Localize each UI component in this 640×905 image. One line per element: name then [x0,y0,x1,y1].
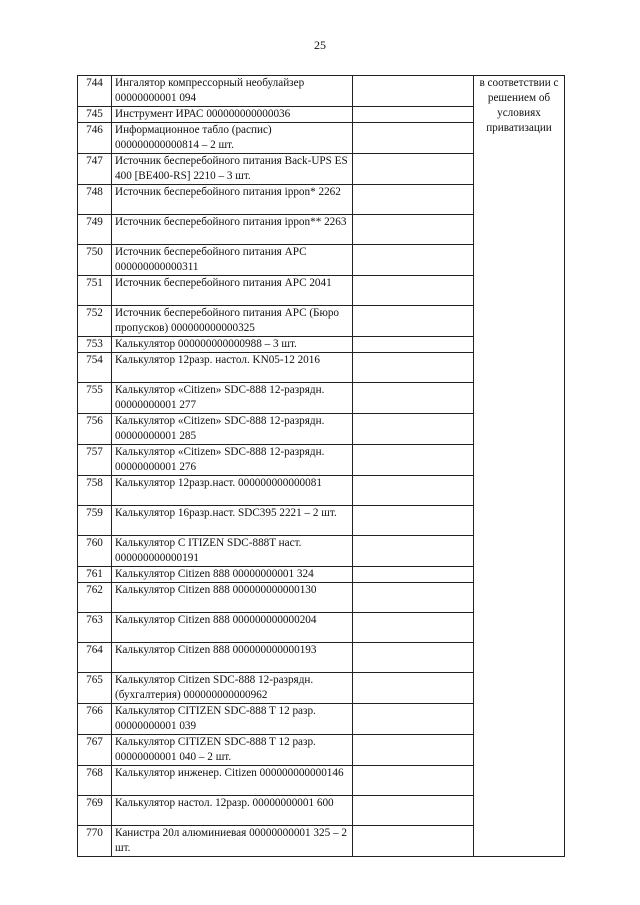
item-name: Калькулятор 12разр.наст. 000000000000081 [112,476,353,506]
item-name: Источник бесперебойного питания ippon** 2263 [112,215,353,245]
item-name: Источник бесперебойного питания Back-UPS ES 400 [BE400-RS] 2210 – 3 шт. [112,154,353,185]
row-number: 766 [78,704,112,735]
empty-cell [353,826,474,857]
empty-cell [353,276,474,306]
item-name: Канистра 20л алюминиевая 00000000001 325 – 2 шт. [112,826,353,857]
row-number: 755 [78,383,112,414]
empty-cell [353,567,474,583]
row-number: 767 [78,735,112,766]
row-number: 756 [78,414,112,445]
empty-cell [353,796,474,826]
item-name: Калькулятор «Citizen» SDC-888 12-разрядн. 00000000001 276 [112,445,353,476]
item-name: Источник бесперебойного питания АРС 000000000000311 [112,245,353,276]
empty-cell [353,337,474,353]
empty-cell [353,123,474,154]
empty-cell [353,245,474,276]
item-name: Калькулятор «Citizen» SDC-888 12-разрядн. 00000000001 277 [112,383,353,414]
empty-cell [353,185,474,215]
empty-cell [353,766,474,796]
empty-cell [353,107,474,123]
empty-cell [353,673,474,704]
empty-cell [353,476,474,506]
empty-cell [353,414,474,445]
item-name: Калькулятор «Citizen» SDC-888 12-разрядн. 00000000001 285 [112,414,353,445]
row-number: 749 [78,215,112,245]
row-number: 754 [78,353,112,383]
item-name: Калькулятор 16разр.наст. SDC395 2221 – 2 шт. [112,506,353,536]
row-number: 765 [78,673,112,704]
empty-cell [353,154,474,185]
item-name: Источник бесперебойного питания АРС 2041 [112,276,353,306]
row-number: 763 [78,613,112,643]
item-name: Источник бесперебойного питания ippon* 2262 [112,185,353,215]
item-name: Калькулятор Citizen 888 000000000000204 [112,613,353,643]
row-number: 759 [78,506,112,536]
row-number: 757 [78,445,112,476]
item-name: Инструмент ИРАС 000000000000036 [112,107,353,123]
item-name: Калькулятор настол. 12разр. 00000000001 600 [112,796,353,826]
item-name: Калькулятор инженер. Citizen 000000000000146 [112,766,353,796]
privatization-note: в соответствии с решением об условиях приватизации [474,76,565,857]
row-number: 752 [78,306,112,337]
item-name: Калькулятор Citizen 888 000000000000193 [112,643,353,673]
inventory-table-body [78,76,565,857]
item-name: Калькулятор C ITIZEN SDC-888T наст. 000000000000191 [112,536,353,567]
row-number: 769 [78,796,112,826]
item-name: Калькулятор Citizen 888 000000000000130 [112,583,353,613]
page-number: 25 [314,38,326,52]
row-number: 764 [78,643,112,673]
row-number: 746 [78,123,112,154]
empty-cell [353,445,474,476]
row-number: 760 [78,536,112,567]
empty-cell [353,306,474,337]
item-name: Калькулятор Citizen 888 00000000001 324 [112,567,353,583]
row-number: 745 [78,107,112,123]
empty-cell [353,215,474,245]
empty-cell [353,76,474,107]
item-name: Ингалятор компрессорный необулайзер 00000000001 094 [112,76,353,107]
empty-cell [353,643,474,673]
item-name: Калькулятор 12разр. настол. KN05-12 2016 [112,353,353,383]
row-number: 744 [78,76,112,107]
item-name: Калькулятор 000000000000988 – 3 шт. [112,337,353,353]
row-number: 748 [78,185,112,215]
row-number: 762 [78,583,112,613]
empty-cell [353,506,474,536]
empty-cell [353,613,474,643]
row-number: 761 [78,567,112,583]
item-name: Калькулятор CITIZEN SDC-888 T 12 разр. 00000000001 039 [112,704,353,735]
row-number: 758 [78,476,112,506]
row-number: 753 [78,337,112,353]
item-name: Калькулятор Citizen SDC-888 12-разрядн. (бухгалтерия) 000000000000962 [112,673,353,704]
empty-cell [353,536,474,567]
empty-cell [353,383,474,414]
row-number: 750 [78,245,112,276]
row-number: 770 [78,826,112,857]
empty-cell [353,735,474,766]
inventory-table [77,75,565,857]
table-row [78,76,565,107]
empty-cell [353,583,474,613]
item-name: Калькулятор CITIZEN SDC-888 T 12 разр. 00000000001 040 – 2 шт. [112,735,353,766]
empty-cell [353,353,474,383]
row-number: 768 [78,766,112,796]
empty-cell [353,704,474,735]
item-name: Источник бесперебойного питания АРС (Бюро пропусков) 000000000000325 [112,306,353,337]
item-name: Информационное табло (распис) 000000000000814 – 2 шт. [112,123,353,154]
row-number: 751 [78,276,112,306]
row-number: 747 [78,154,112,185]
